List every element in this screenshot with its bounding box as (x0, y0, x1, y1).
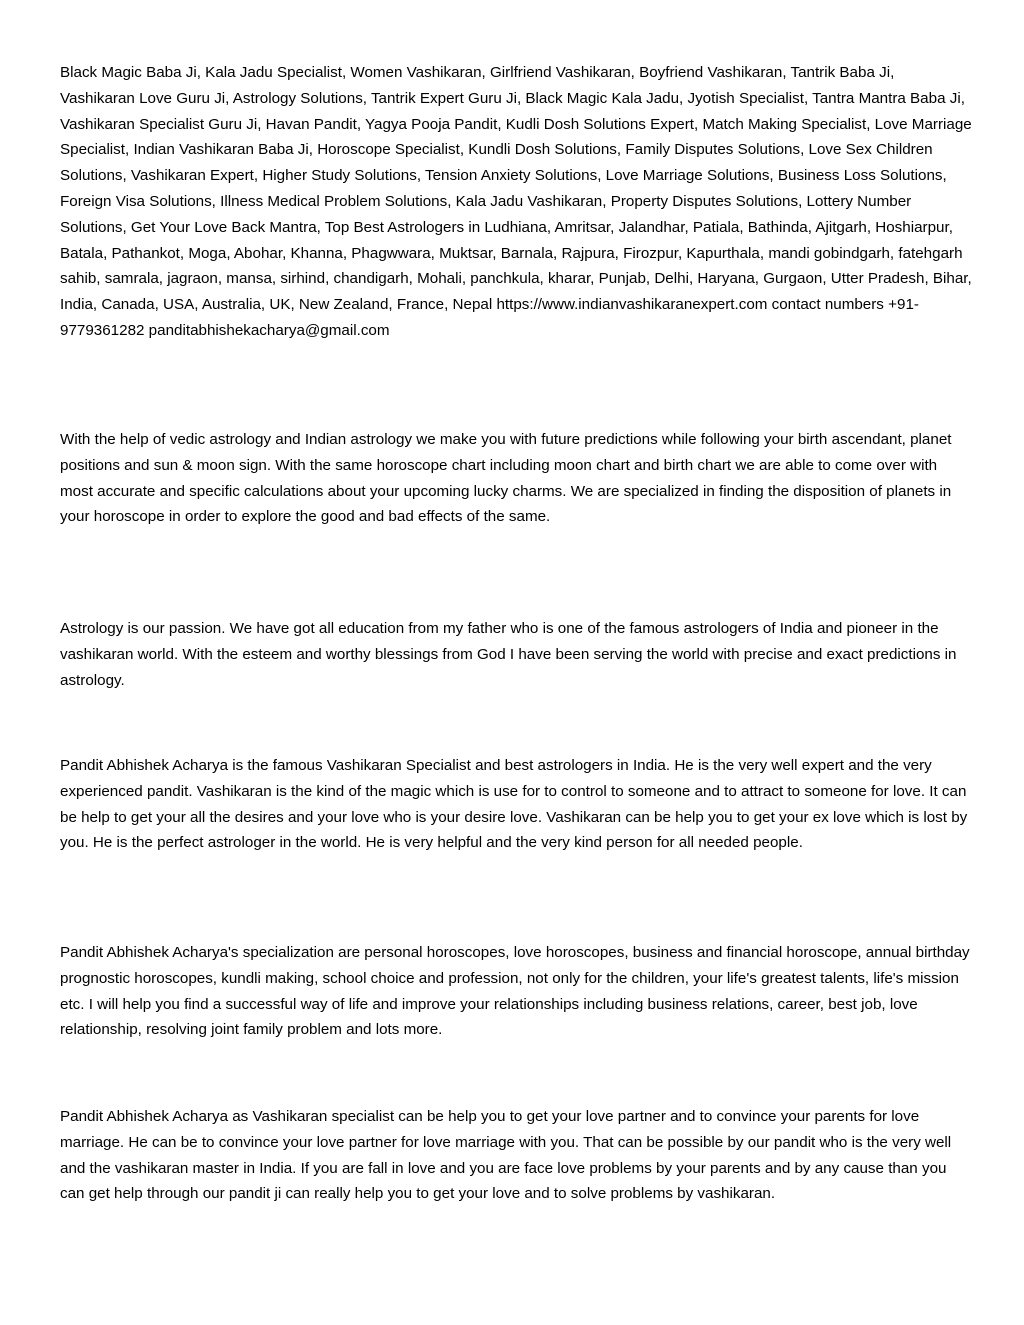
services-keywords-paragraph: Black Magic Baba Ji, Kala Jadu Specialist, Women Vashikaran, Girlfriend Vashikaran, Boyfriend Vashikaran, Tantrik Baba Ji, Vashikaran Love Guru Ji, Astrology Solutions, Tantrik Expert Guru Ji, Black Magic Kala Jadu, Jyotish Specialist, Tantra Mantra Baba Ji, Vashikaran Specialist Guru Ji, Havan Pandit, Yagya Pooja Pandit, Kudli Dosh Solutions Expert, Match Making Specialist, Love Marriage Specialist, Indian Vashikaran Baba Ji, Horoscope Specialist, Kundli Dosh Solutions, Family Disputes Solutions, Love Sex Children Solutions, Vashikaran Expert, Higher Study Solutions, Tension Anxiety Solutions, Love Marriage Solutions, Business Loss Solutions, Foreign Visa Solutions, Illness Medical Problem Solutions, Kala Jadu Vashikaran, Property Disputes Solutions, Lottery Number Solutions, Get Your Love Back Mantra, Top Best Astrologers in Ludhiana, Amritsar, Jalandhar, Patiala, Bathinda, Ajitgarh, Hoshiarpur, Batala, Pathankot, Moga, Abohar, Khanna, Phagwwara, Muktsar, Barnala, Rajpura, Firozpur, Kapurthala, mandi gobindgarh, fatehgarh sahib, samrala, jagraon, mansa, sirhind, chandigarh, Mohali, panchkula, kharar, Punjab, Delhi, Haryana, Gurgaon, Utter Pradesh, Bihar, India, Canada, USA, Australia, UK, New Zealand, France, Nepal https://www.indianvashikaranexpert.com contact numbers +91-9779361282 panditabhishekacharya@gmail.com (60, 64, 972, 339)
vedic-astrology-paragraph: With the help of vedic astrology and Indian astrology we make you with future predictions while following your birth ascendant, planet positions and sun & moon sign. With the same horoscope chart including moon chart and birth chart we are able to come over with most accurate and specific calculations about your upcoming lucky charms. We are specialized in finding the disposition of planets in your horoscope in order to explore the good and bad effects of the same. (60, 431, 952, 526)
love-marriage-paragraph: Pandit Abhishek Acharya as Vashikaran specialist can be help you to get your love partner and to convince your parents for love marriage. He can be to convince your love partner for love marriage with you. That can be possible by our pandit who is the very well and the vashikaran master in India. If you are fall in love and you are face love problems by your parents and by any cause than you can get help through our pandit ji can really help you to get your love and to solve problems by vashikaran. (60, 1108, 952, 1203)
pandit-intro-paragraph: Pandit Abhishek Acharya is the famous Vashikaran Specialist and best astrologers in India. He is the very well expert and the very experienced pandit. Vashikaran is the kind of the magic which is use for to control to someone and to attract to someone for love. It can be help to get your all the desires and your love who is your desire love. Vashikaran can be help you to get your ex love which is lost by you. He is the perfect astrologer in the world. He is very helpful and the very kind person for all needed people. (60, 757, 968, 852)
specialization-paragraph: Pandit Abhishek Acharya's specialization are personal horoscopes, love horoscopes, business and financial horoscope, annual birthday prognostic horoscopes, kundli making, school choice and profession, not only for the children, your life's greatest talents, life's mission etc. I will help you find a successful way of life and improve your relationships including business relations, career, best job, love relationship, resolving joint family problem and lots more. (60, 944, 970, 1039)
astrology-passion-paragraph: Astrology is our passion. We have got all education from my father who is one of the famous astrologers of India and pioneer in the vashikaran world. With the esteem and worthy blessings from God I have been serving the world with precise and exact predictions in astrology. (60, 620, 957, 689)
